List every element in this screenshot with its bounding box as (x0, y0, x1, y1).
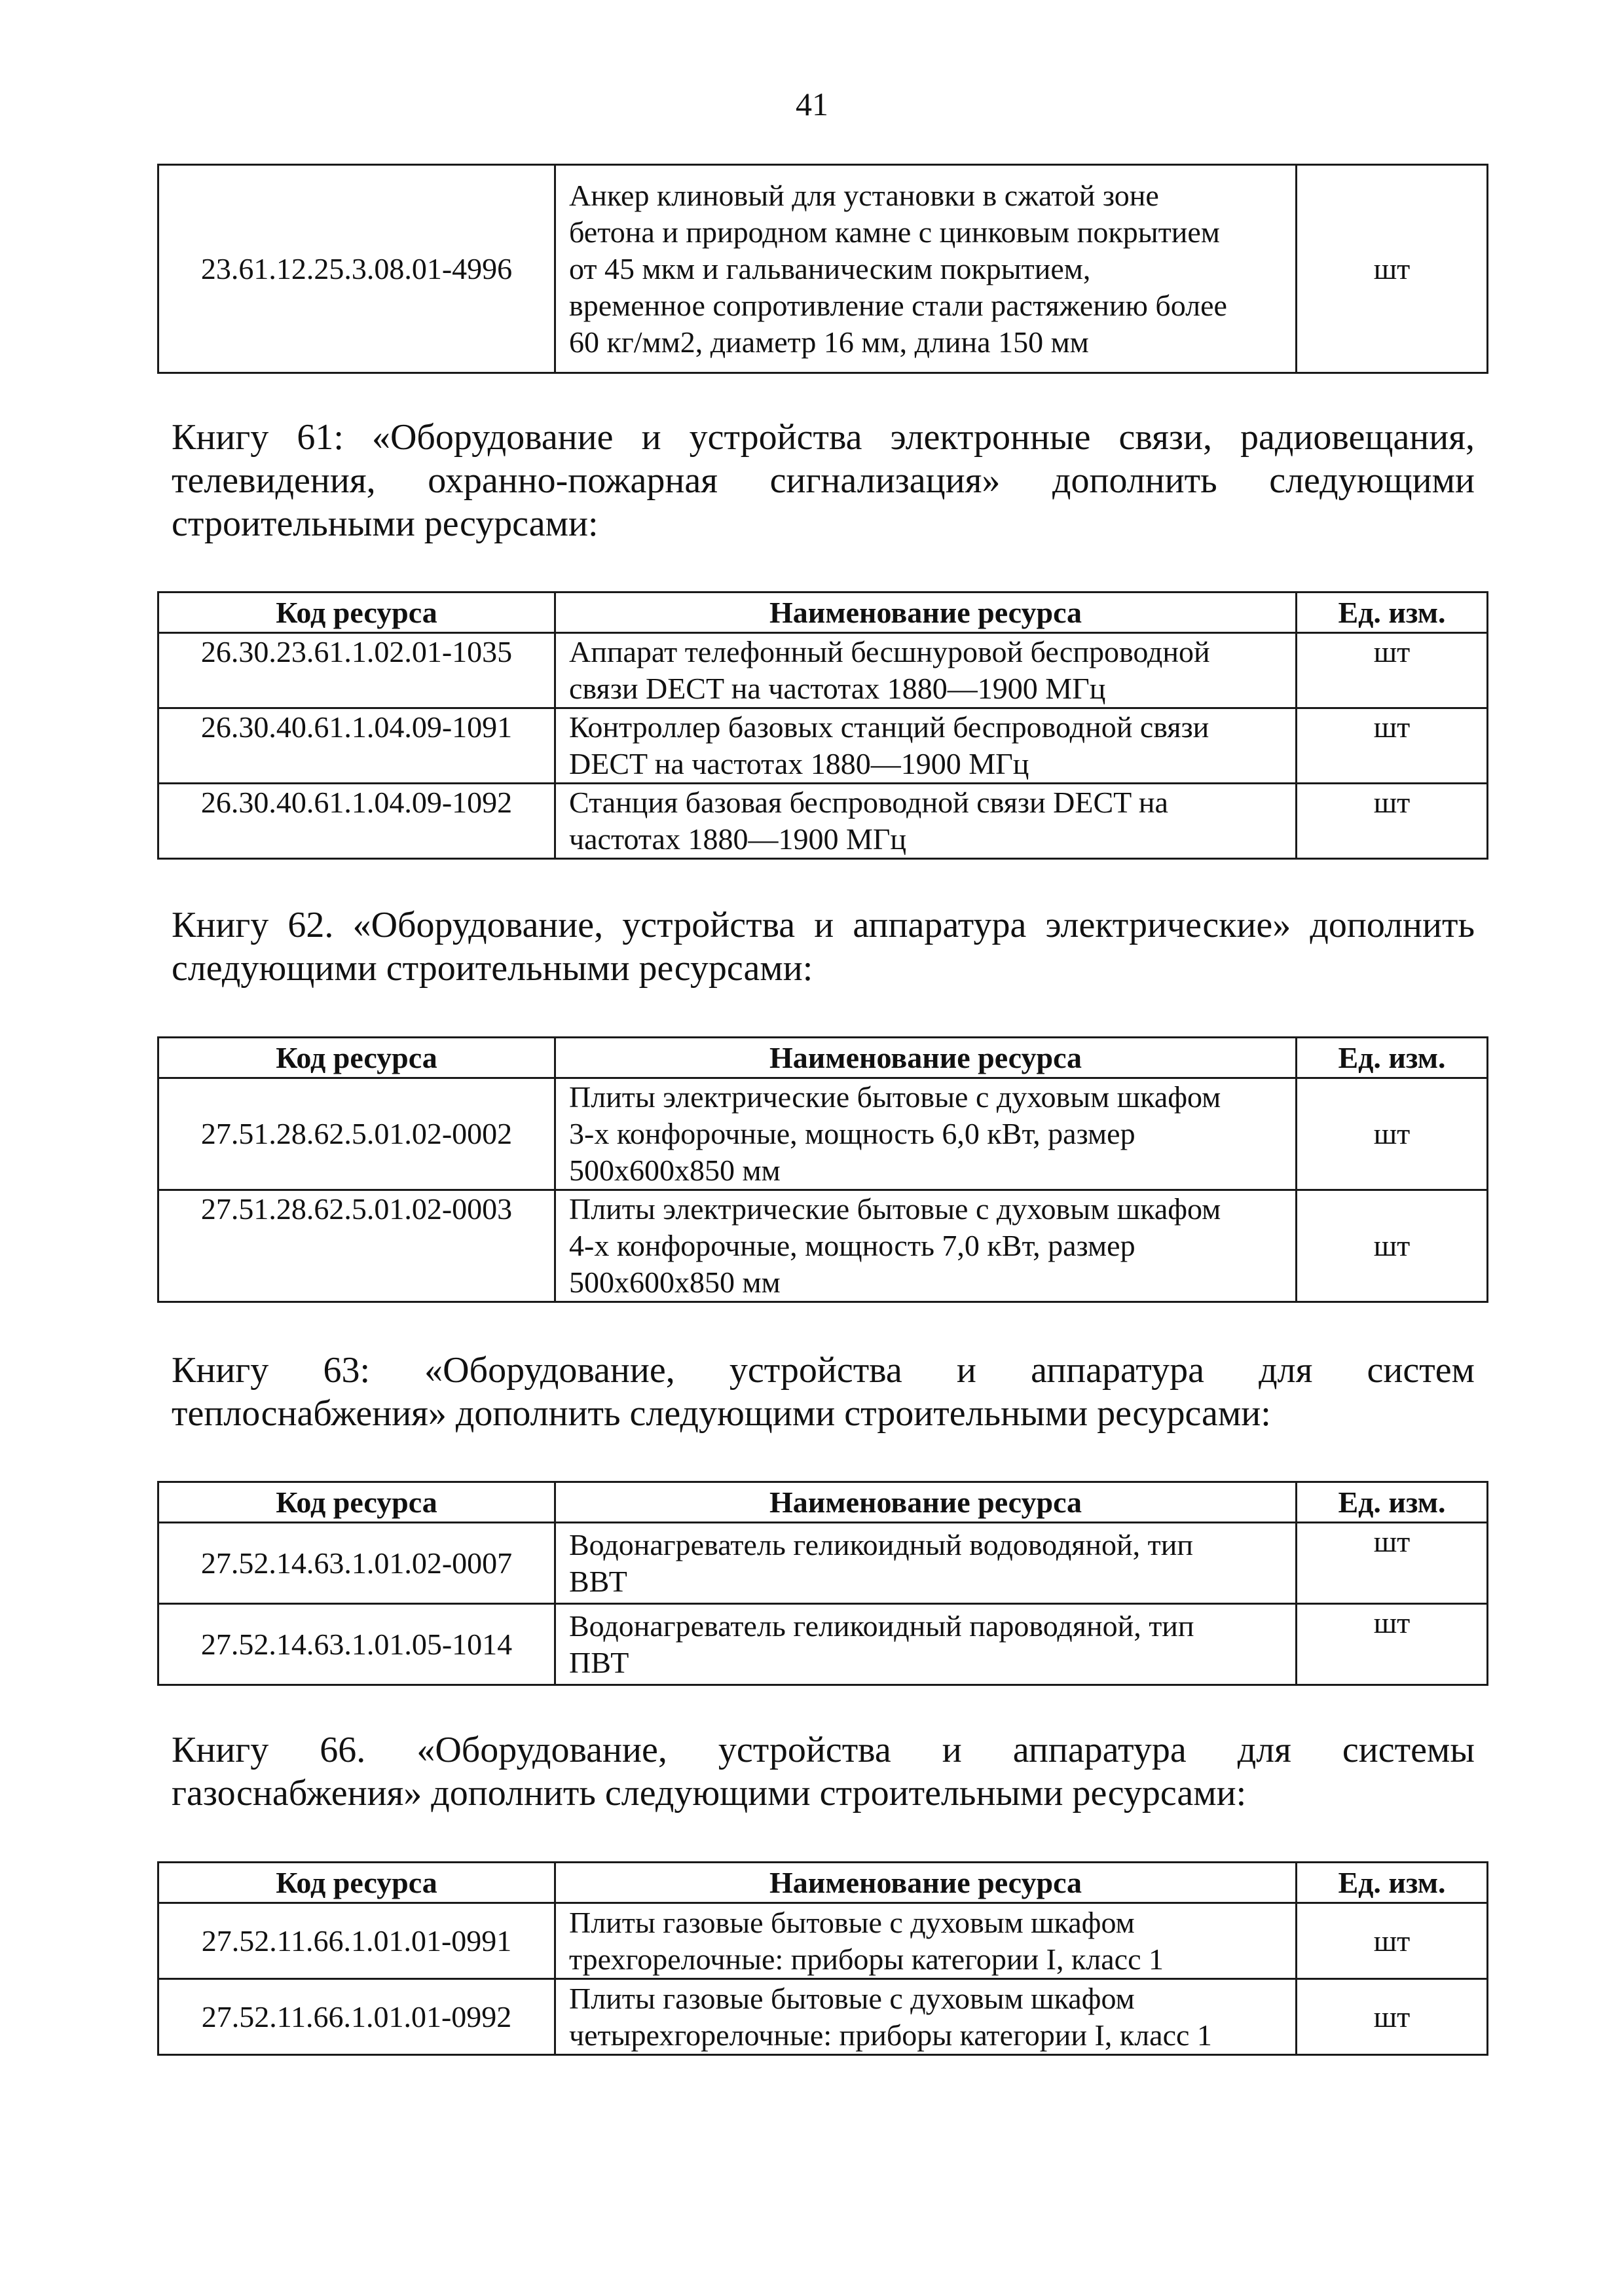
table-row (158, 1903, 1488, 1979)
table-header-row (158, 1482, 1488, 1523)
table-row (158, 633, 1488, 708)
resource-code: 27.52.14.63.1.01.02-0007 (158, 1523, 555, 1604)
header-name: Наименование ресурса (555, 1863, 1297, 1903)
resource-code: 27.51.28.62.5.01.02-0002 (158, 1078, 555, 1190)
header-code: Код ресурса (158, 1038, 555, 1078)
resource-code: 23.61.12.25.3.08.01-4996 (158, 165, 555, 373)
section-66-table (157, 1861, 1488, 2056)
resource-unit: шт (1297, 1903, 1488, 1979)
table-header-row (158, 1863, 1488, 1903)
header-unit: Ед. изм. (1297, 1482, 1488, 1523)
table-row (158, 708, 1488, 784)
header-name: Наименование ресурса (555, 1038, 1297, 1078)
table-row (158, 1979, 1488, 2055)
resource-name: Плиты газовые бытовые с духовым шкафом четырехгорелочные: приборы категории I, класс 1 (555, 1979, 1297, 2055)
table-row (158, 165, 1488, 373)
top-resource-table (157, 164, 1488, 374)
table-row (158, 1523, 1488, 1604)
resource-name: Плиты электрические бытовые с духовым шкафом 4-х конфорочные, мощность 7,0 кВт, размер 500х600х850 мм (555, 1190, 1297, 1302)
resource-unit: шт (1297, 1979, 1488, 2055)
resource-unit: шт (1297, 784, 1488, 859)
header-name: Наименование ресурса (555, 1482, 1297, 1523)
section-61-intro: Книгу 61: «Оборудование и устройства электронные связи, радиовещания, телевидения, охранно-пожарная сигнализация» дополнить следующими строительными ресурсами: (172, 417, 1475, 544)
resource-code: 26.30.40.61.1.04.09-1092 (158, 784, 555, 859)
resource-name: Водонагреватель геликоидный пароводяной, тип ПВТ (555, 1604, 1297, 1685)
header-name: Наименование ресурса (555, 592, 1297, 633)
resource-unit: шт (1297, 1190, 1488, 1302)
section-63-intro: Книгу 63: «Оборудование, устройства и аппаратура для систем теплоснабжения» дополнить следующими строительными ресурсами: (172, 1350, 1475, 1434)
header-code: Код ресурса (158, 1482, 555, 1523)
page-number: 41 (796, 86, 828, 122)
resource-name: Анкер клиновый для установки в сжатой зоне бетона и природном камне с цинковым покрытием от 45 мкм и гальваническим покрытием, временное сопротивление стали растяжению более 60 кг/мм2, диаметр 16 мм, длина 150 мм (555, 165, 1297, 373)
header-unit: Ед. изм. (1297, 1038, 1488, 1078)
table-row (158, 1604, 1488, 1685)
resource-code: 27.52.11.66.1.01.01-0991 (158, 1903, 555, 1979)
section-63-table (157, 1481, 1488, 1686)
resource-code: 27.52.14.63.1.01.05-1014 (158, 1604, 555, 1685)
resource-name: Контроллер базовых станций беспроводной связи DECT на частотах 1880—1900 МГц (555, 708, 1297, 784)
resource-code: 27.51.28.62.5.01.02-0003 (158, 1190, 555, 1302)
resource-unit: шт (1297, 1078, 1488, 1190)
header-unit: Ед. изм. (1297, 592, 1488, 633)
table-row (158, 1078, 1488, 1190)
header-unit: Ед. изм. (1297, 1863, 1488, 1903)
section-62-intro: Книгу 62. «Оборудование, устройства и аппаратура электрические» дополнить следующими строительными ресурсами: (172, 905, 1475, 989)
resource-name: Водонагреватель геликоидный водоводяной, тип ВВТ (555, 1523, 1297, 1604)
table-header-row (158, 592, 1488, 633)
header-code: Код ресурса (158, 592, 555, 633)
resource-name: Станция базовая беспроводной связи DECT на частотах 1880—1900 МГц (555, 784, 1297, 859)
header-code: Код ресурса (158, 1863, 555, 1903)
table-header-row (158, 1038, 1488, 1078)
section-62-table (157, 1036, 1488, 1303)
resource-code: 27.52.11.66.1.01.01-0992 (158, 1979, 555, 2055)
section-66-intro: Книгу 66. «Оборудование, устройства и аппаратура для системы газоснабжения» дополнить следующими строительными ресурсами: (172, 1730, 1475, 1813)
resource-unit: шт (1297, 1604, 1488, 1685)
section-61-table (157, 591, 1488, 860)
resource-unit: шт (1297, 633, 1488, 708)
resource-unit: шт (1297, 1523, 1488, 1604)
resource-code: 26.30.23.61.1.02.01-1035 (158, 633, 555, 708)
resource-unit: шт (1297, 165, 1488, 373)
resource-name: Плиты газовые бытовые с духовым шкафом трехгорелочные: приборы категории I, класс 1 (555, 1903, 1297, 1979)
table-row (158, 1190, 1488, 1302)
resource-name: Аппарат телефонный бесшнуровой беспроводной связи DECT на частотах 1880—1900 МГц (555, 633, 1297, 708)
resource-code: 26.30.40.61.1.04.09-1091 (158, 708, 555, 784)
table-row (158, 784, 1488, 859)
resource-unit: шт (1297, 708, 1488, 784)
resource-name: Плиты электрические бытовые с духовым шкафом 3-х конфорочные, мощность 6,0 кВт, размер 500х600х850 мм (555, 1078, 1297, 1190)
